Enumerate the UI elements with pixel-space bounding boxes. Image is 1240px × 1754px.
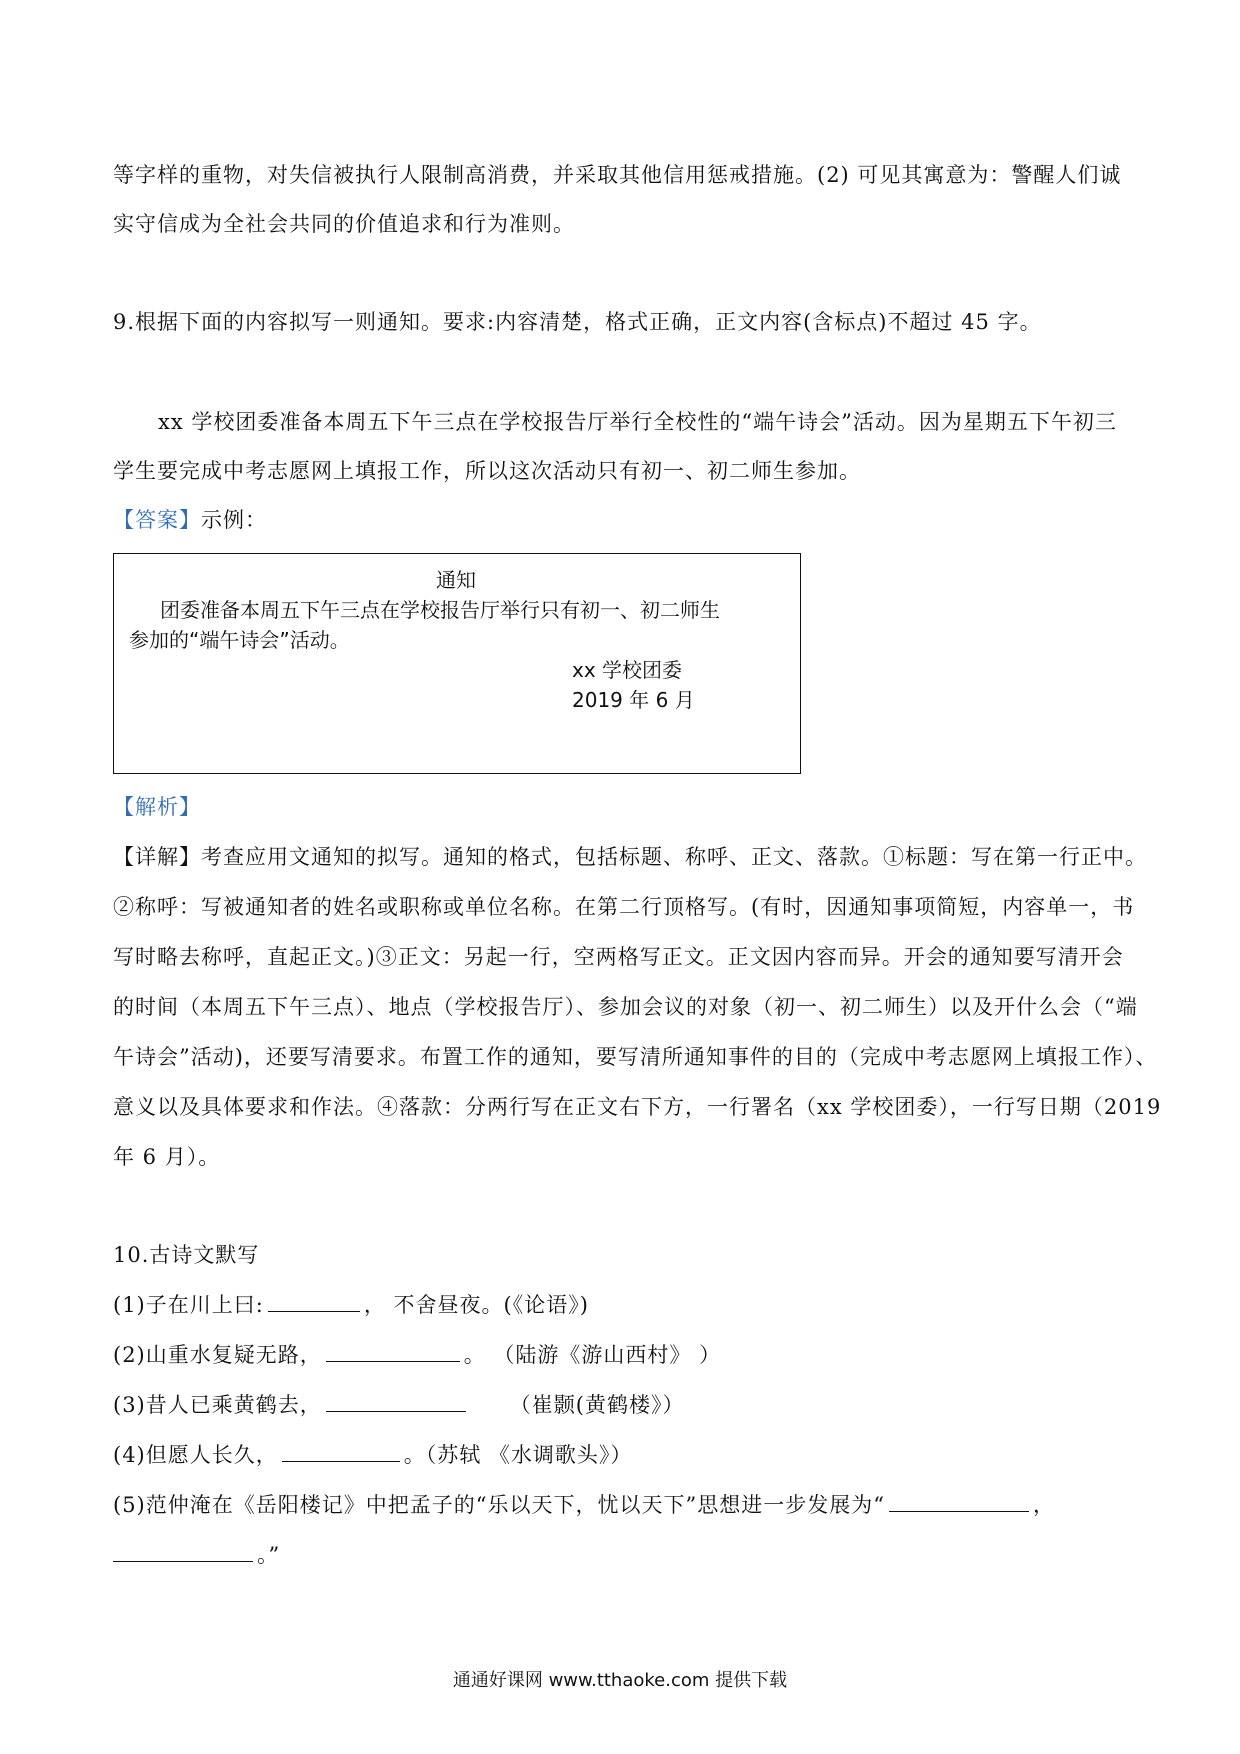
notice-signature: xx 学校团委 [572, 658, 683, 682]
answer-blank [326, 1341, 460, 1362]
notice-box [113, 553, 801, 774]
question-10-item [113, 1540, 280, 1570]
answer-blank [326, 1391, 466, 1412]
item-prefix: (5)范仲淹在《岳阳楼记》中把孟子的“乐以天下，忧以天下”思想进一步发展为“ [113, 1493, 885, 1517]
detail-line: 的时间（本周五下午三点）、地点（学校报告厅）、参加会议的对象（初一、初二师生）以及开什么会（“端 [113, 995, 1138, 1019]
detail-line: 写时略去称呼，直起正文。)③正文：另起一行，空两格写正文。正文因内容而异。开会的通知要写清开会 [113, 945, 1124, 969]
paragraph-line: 等字样的重物，对失信被执行人限制高消费，并采取其他信用惩戒措施。(2) 可见其寓意为：警醒人们诚 [113, 163, 1122, 187]
item-suffix: 。” [257, 1543, 281, 1567]
question-10-title: 10.古诗文默写 [113, 1243, 260, 1267]
item-suffix: ， [1032, 1493, 1055, 1517]
question-10-item [113, 1440, 632, 1470]
answer-text: 示例： [201, 508, 267, 532]
answer-blank [889, 1491, 1029, 1512]
answer-line [113, 505, 267, 535]
answer-blank [113, 1541, 253, 1562]
notice-body-line: 参加的“端午诗会”活动。 [129, 628, 350, 652]
item-prefix: (1)子在川上曰: [113, 1293, 264, 1317]
detail-line: 午诗会”活动)，还要写清要求。布置工作的通知，要写清所通知事件的目的（完成中考志愿网上填报工作）、 [113, 1045, 1158, 1069]
answer-tag: 【答案】 [113, 508, 201, 532]
detail-line: 意义以及具体要求和作法。④落款：分两行写在正文右下方，一行署名（xx 学校团委），一行写日期（2019 [113, 1095, 1162, 1119]
question-10-item [113, 1390, 684, 1420]
answer-blank [268, 1291, 360, 1312]
item-suffix: （崔颢(黄鹤楼》） [509, 1393, 685, 1417]
question-9: 9.根据下面的内容拟写一则通知。要求:内容清楚，格式正确，正文内容(含标点)不超过 45 字。 [113, 310, 1042, 334]
notice-date: 2019 年 6 月 [572, 688, 695, 712]
material-line: 学生要完成中考志愿网上填报工作，所以这次活动只有初一、初二师生参加。 [113, 459, 861, 483]
analysis-tag: 【解析】 [113, 795, 201, 819]
item-prefix: (4)但愿人长久， [113, 1443, 278, 1467]
item-suffix: 。（苏轼 《水调歌头》） [403, 1443, 633, 1467]
question-10-item [113, 1340, 721, 1370]
item-prefix: (3)昔人已乘黄鹤去， [113, 1393, 322, 1417]
detail-line: 【详解】考查应用文通知的拟写。通知的格式，包括标题、称呼、正文、落款。①标题：写在第一行正中。 [113, 845, 1147, 869]
notice-body-line: 团委准备本周五下午三点在学校报告厅举行只有初一、初二师生 [160, 598, 720, 622]
answer-blank [282, 1441, 400, 1462]
item-suffix: 。 （陆游《游山西村》 ） [463, 1343, 722, 1367]
item-suffix: ， 不舍昼夜。(《论语》) [363, 1293, 589, 1317]
page-footer: 通通好课网 www.tthaoke.com 提供下载 [452, 1670, 788, 1691]
question-10-item [113, 1290, 589, 1320]
paragraph-line: 实守信成为全社会共同的价值追求和行为准则。 [113, 212, 575, 236]
question-10-item [113, 1490, 1055, 1520]
detail-line: 年 6 月）。 [113, 1145, 221, 1169]
detail-line: ②称呼：写被通知者的姓名或职称或单位名称。在第二行顶格写。(有时，因通知事项简短，内容单一，书 [113, 895, 1135, 919]
item-prefix: (2)山重水复疑无路， [113, 1343, 322, 1367]
material-line: xx 学校团委准备本周五下午三点在学校报告厅举行全校性的“端午诗会”活动。因为星期五下午初三 [158, 410, 1117, 434]
notice-title: 通知 [436, 568, 476, 592]
